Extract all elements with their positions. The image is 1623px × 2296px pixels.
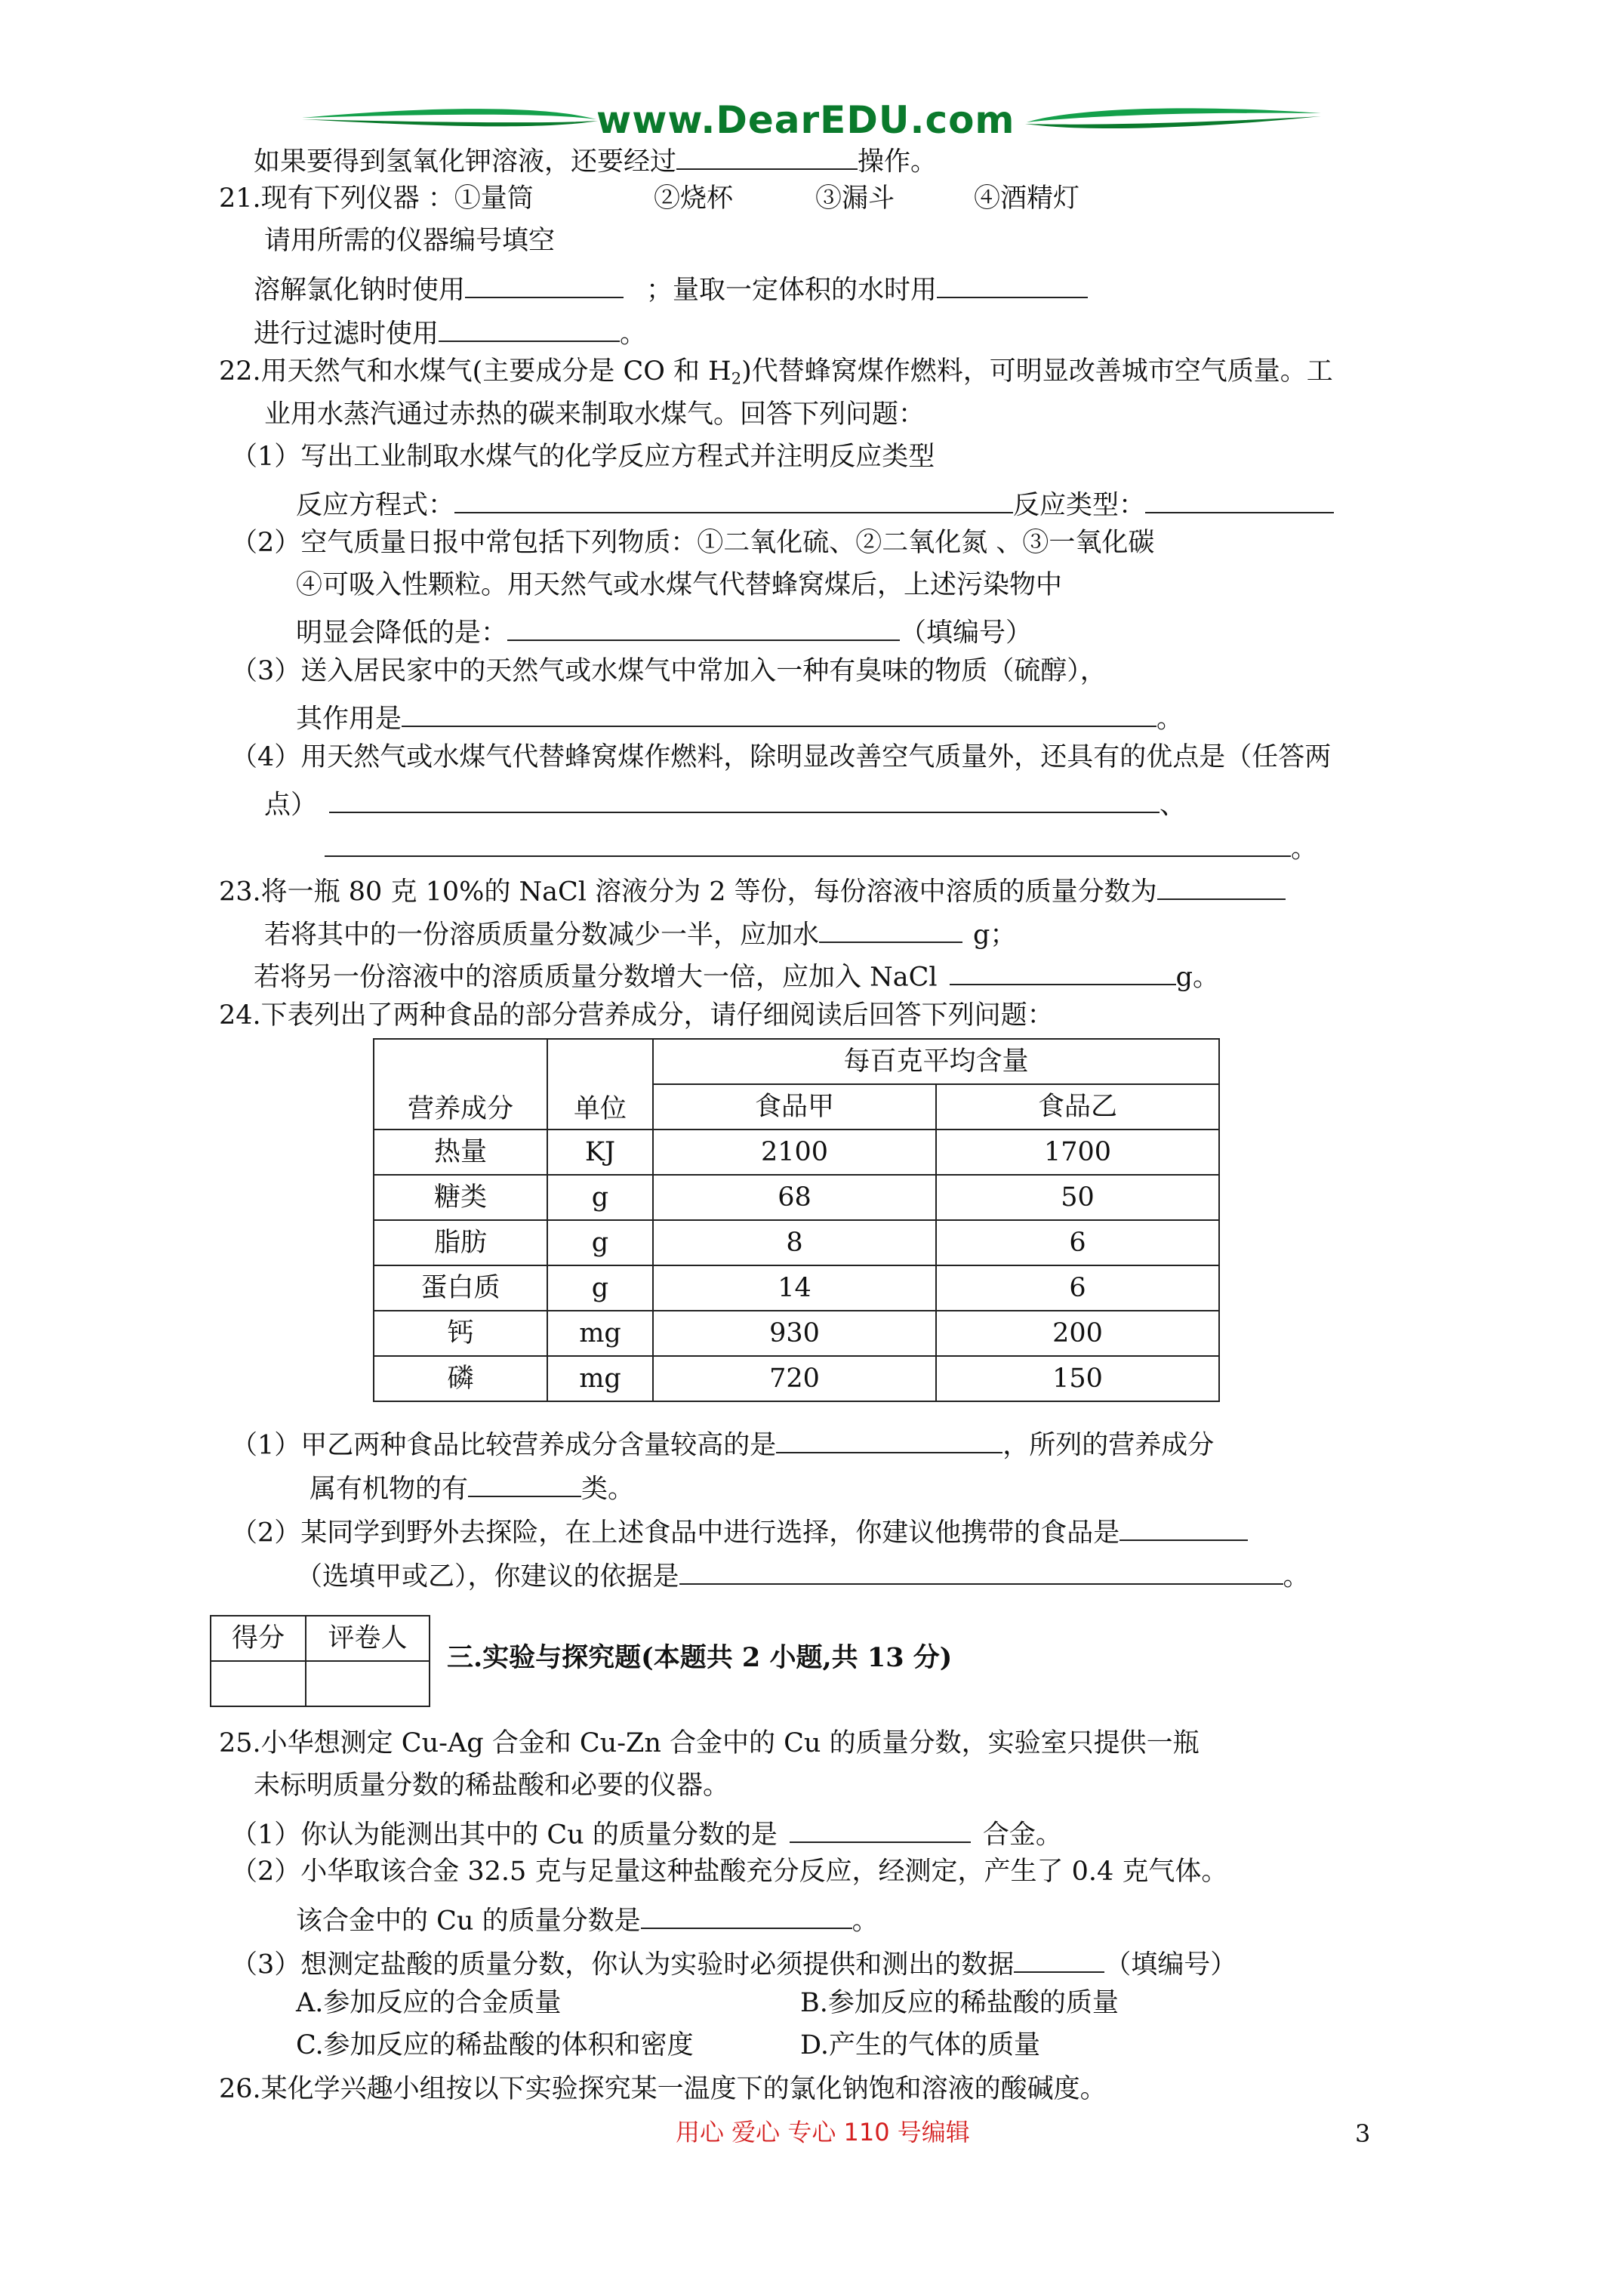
text-line: 进行过滤时使用 。 <box>254 316 646 347</box>
table-row: 蛋白质 g 14 6 <box>374 1265 1219 1311</box>
header-nutrient: 营养成分 <box>374 1039 547 1130</box>
score-box <box>210 1615 430 1707</box>
text-line: （选填甲或乙），你建议的依据是 。 <box>296 1558 1310 1590</box>
text-line: （4）用天然气或水煤气代替蜂窝煤作燃料，除明显改善空气质量外，还具有的优点是（任答两 <box>231 742 1332 772</box>
text-line: 溶解氯化钠时使用 ；量取一定体积的水时用 <box>254 272 1088 304</box>
question-25: 25.小华想测定 Cu-Ag 合金和 Cu-Zn 合金中的 Cu 的质量分数，实验室只提供一瓶 <box>219 1728 1200 1758</box>
table-row: 热量 KJ 2100 1700 <box>374 1130 1219 1175</box>
header-food-a: 食品甲 <box>653 1084 936 1130</box>
text-line: 明显会降低的是： （填编号） <box>296 615 1032 646</box>
text-line: 。 <box>325 831 1317 862</box>
text-line: （3）送入居民家中的天然气或水煤气中常加入一种有臭味的物质（硫醇）， <box>231 656 1107 686</box>
text-line: 若将另一份溶液中的溶质质量分数增大一倍，应加入 NaCl g。 <box>254 959 1219 991</box>
footer-note: 用心 爱心 专心 110 号编辑 <box>676 2118 970 2147</box>
page-number: 3 <box>1355 2119 1371 2148</box>
question-22: 22.用天然气和水煤气(主要成分是 CO 和 $H_2$)代替蜂窝煤作燃料，可明显改善城市空气质量。工 <box>219 356 1333 388</box>
table-row: 磷 mg 720 150 <box>374 1356 1219 1401</box>
header-unit: 单位 <box>547 1039 653 1130</box>
option-beaker: ②烧杯 <box>654 183 734 214</box>
text-line: 未标明质量分数的稀盐酸和必要的仪器。 <box>254 1771 730 1801</box>
option-b: B.参加反应的稀盐酸的质量 <box>800 1988 1119 2018</box>
table-row: 糖类 g 68 50 <box>374 1175 1219 1220</box>
text-line: （2）某同学到野外去探险，在上述食品中进行选择，你建议他携带的食品是 <box>231 1515 1248 1546</box>
text-line: 请用所需的仪器编号填空 <box>264 226 556 256</box>
text-line: 如果要得到氢氧化钾溶液，还要经过 操作。 <box>254 143 937 175</box>
text-line: （1）你认为能测出其中的 Cu 的质量分数的是 合金。 <box>231 1817 1062 1848</box>
text-line: （2）空气质量日报中常包括下列物质：①二氧化硫、②二氧化氮 、③一氧化碳 <box>231 528 1155 558</box>
option-c: C.参加反应的稀盐酸的体积和密度 <box>296 2030 694 2060</box>
question-23: 23.将一瓶 80 克 10%的 NaCl 溶液分为 2 等份，每份溶液中溶质的质量分数为 <box>219 874 1286 905</box>
score-cell <box>211 1661 306 1706</box>
option-a: A.参加反应的合金质量 <box>296 1988 562 2018</box>
grader-label: 评卷人 <box>306 1616 430 1661</box>
text-line: （1）甲乙两种食品比较营养成分含量较高的是 ，所列的营养成分 <box>231 1427 1214 1459</box>
option-funnel: ③漏斗 <box>815 183 895 214</box>
question-24: 24.下表列出了两种食品的部分营养成分，请仔细阅读后回答下列问题： <box>219 1000 1054 1031</box>
header-average: 每百克平均含量 <box>653 1039 1219 1084</box>
section-title: 三.实验与探究题(本题共 2 小题,共 13 分) <box>447 1642 953 1673</box>
table-row: 钙 mg 930 200 <box>374 1311 1219 1356</box>
text-line: （3）想测定盐酸的质量分数，你认为实验时必须提供和测出的数据 （填编号） <box>231 1946 1236 1978</box>
site-name: www.DearEDU.com <box>596 98 1015 142</box>
text-line: （1）写出工业制取水煤气的化学反应方程式并注明反应类型 <box>231 442 935 472</box>
text-line: （2）小华取该合金 32.5 克与足量这种盐酸充分反应，经测定，产生了 0.4 克气体。 <box>231 1857 1228 1887</box>
text-line: 该合金中的 Cu 的质量分数是 。 <box>296 1903 879 1934</box>
text-line: 若将其中的一份溶质质量分数减少一半，应加水 g； <box>264 917 1016 948</box>
grader-cell <box>306 1661 430 1706</box>
text-line: 其作用是 。 <box>296 701 1183 732</box>
score-label: 得分 <box>211 1616 306 1661</box>
question-21: 21.现有下列仪器 ：①量筒 <box>219 183 534 214</box>
text-line: 点） 、 <box>264 787 1186 818</box>
header-food-b: 食品乙 <box>936 1084 1219 1130</box>
text-line: 反应方程式： 反应类型： <box>296 487 1334 519</box>
text-line: ④可吸入性颗粒。用天然气或水煤气代替蜂窝煤后，上述污染物中 <box>296 570 1063 600</box>
text-line: 属有机物的有 类。 <box>310 1471 634 1502</box>
option-lamp: ④酒精灯 <box>974 183 1080 214</box>
table-row: 脂肪 g 8 6 <box>374 1220 1219 1265</box>
text-line: 业用水蒸汽通过赤热的碳来制取水煤气。回答下列问题： <box>264 399 925 430</box>
nutrition-table <box>373 1038 1220 1402</box>
option-d: D.产生的气体的质量 <box>800 2030 1040 2060</box>
question-26: 26.某化学兴趣小组按以下实验探究某一温度下的氯化钠饱和溶液的酸碱度。 <box>219 2074 1107 2104</box>
